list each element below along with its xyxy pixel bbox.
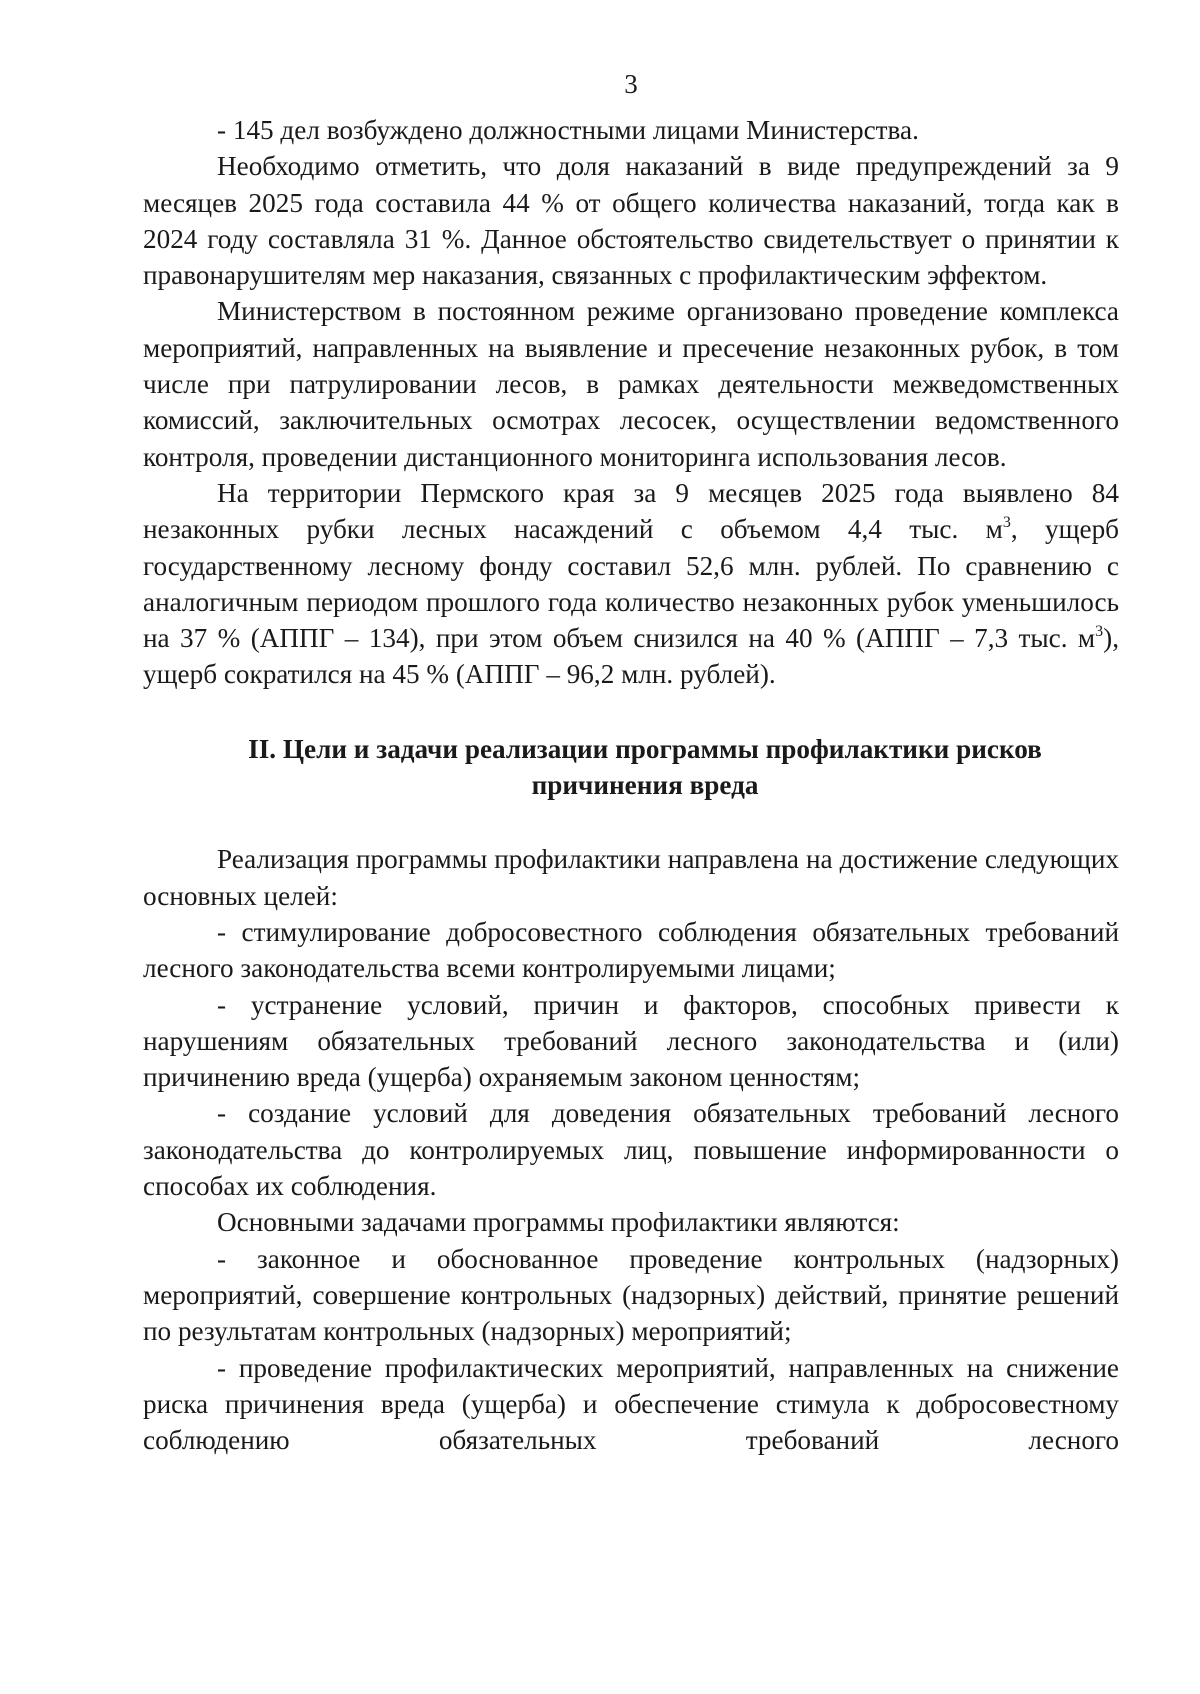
paragraph-illegal-logging-stats xyxy=(143,475,1119,693)
logging-stats-part-1: На территории Пермского края за 9 месяцев 2025 года выявлено 84 незаконных рубки лесных насаждений с объемом 4,4 тыс. м xyxy=(143,477,1119,545)
cubic-superscript: 3 xyxy=(1095,623,1104,641)
paragraph-goals-intro: Реализация программы профилактики направлена на достижение следующих основных целей: xyxy=(143,844,1119,911)
list-item-goal: - создание условий для доведения обязательных требований лесного законодательства до контролируемых лиц, повышение информированности о способах их соблюдения. xyxy=(143,1098,1119,1202)
section-heading-line-2: причинения вреда xyxy=(531,770,759,801)
list-item-goal: - стимулирование добросовестного соблюдения обязательных требований лесного законодательства всеми контролируемыми лицами; xyxy=(143,916,1119,984)
paragraph-ministry-measures: Министерством в постоянном режиме организовано проведение комплекса мероприятий, направленных на выявление и пресечение незаконных рубок, в том числе при патрулировании лесов, в рамках деятельности межведомственных комиссий, заключительных осмотрах лесосек, осуществлении ведомственного контроля, проведении дистанционного мониторинга использования лесов. xyxy=(143,296,1119,472)
list-item-task: - законное и обоснованное проведение контрольных (надзорных) мероприятий, совершение контрольных (надзорных) действий, принятие решений по результатам контрольных (надзорных) мероприятий; xyxy=(143,1243,1119,1347)
document-body xyxy=(143,112,1119,1458)
section-heading xyxy=(143,731,1119,804)
cubic-superscript: 3 xyxy=(1002,514,1011,532)
logging-stats-part-2: , ущерб государственному лесному фонду составил 52,6 млн. рублей. По сравнению с аналогичным периодом прошлого года количество незаконных рубок уменьшилось на 37 % (АППГ – 134), при этом объем снизился на 40 % (АППГ – 7,3 тыс. м xyxy=(143,514,1119,654)
logging-stats-part-3: ), ущерб сократился на 45 % (АППГ – 96,2 млн. рублей). xyxy=(143,623,1119,690)
paragraph-tasks-intro: Основными задачами программы профилактики являются: xyxy=(217,1207,900,1238)
paragraph-warnings-share: Необходимо отметить, что доля наказаний в виде предупреждений за 9 месяцев 2025 года составила 44 % от общего количества наказаний, тогда как в 2024 году составляла 31 %. Данное обстоятельство свидетельствует о принятии к правонарушителям мер наказания, связанных с профилактическим эффектом. xyxy=(143,151,1119,291)
list-item-goal: - устранение условий, причин и факторов, способных привести к нарушениям обязательных требований лесного законодательства и (или) причинению вреда (ущерба) охраняемым законом ценностям; xyxy=(143,989,1119,1093)
list-item-task: - проведение профилактических мероприятий, направленных на снижение риска причинения вреда (ущерба) и обеспечение стимула к добросовестному соблюдению обязательных требований лесного xyxy=(143,1352,1119,1456)
paragraph-cases-initiated: - 145 дел возбуждено должностными лицами Министерства. xyxy=(217,115,919,145)
section-heading-line-1: II. Цели и задачи реализации программы профилактики рисков xyxy=(248,733,1042,764)
page-number: 3 xyxy=(624,69,638,99)
